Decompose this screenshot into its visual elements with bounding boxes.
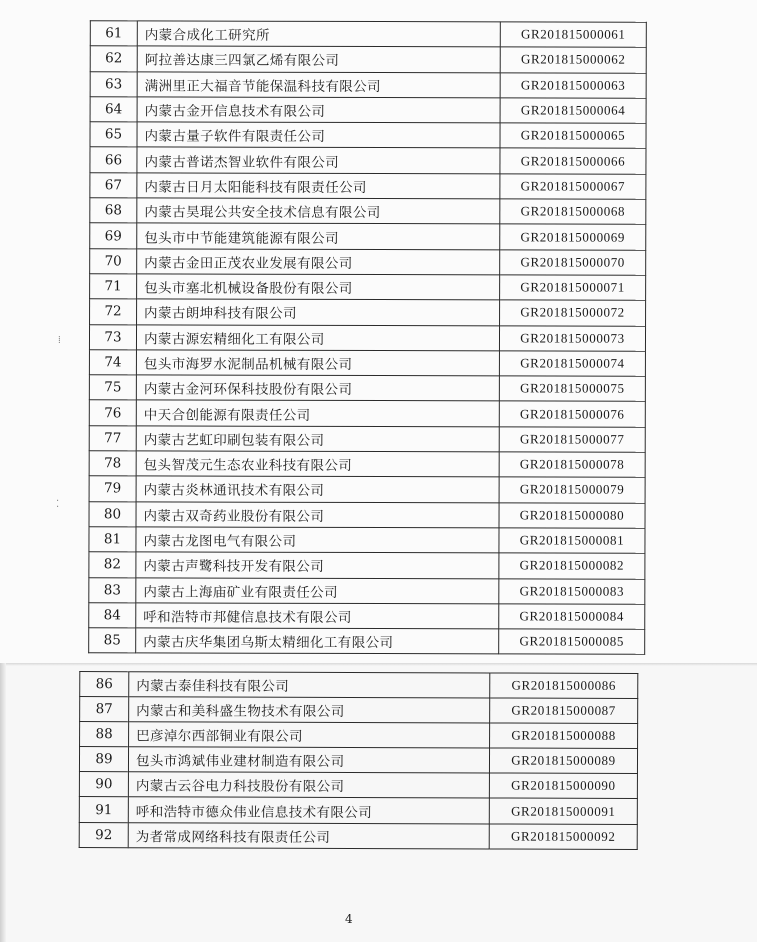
company-name: 内蒙古昊琨公共安全技术信息有限公司 xyxy=(137,198,500,224)
table-row xyxy=(89,324,645,351)
certificate-number: GR201815000076 xyxy=(499,401,645,427)
page-number: 4 xyxy=(345,912,353,926)
row-number: 71 xyxy=(90,274,137,299)
certificate-number: GR201815000065 xyxy=(500,123,646,149)
certificate-number: GR201815000079 xyxy=(499,477,645,503)
row-number: 69 xyxy=(90,223,137,248)
table-row xyxy=(90,122,646,149)
page-binding-edge xyxy=(0,663,6,942)
certificate-number: GR201815000068 xyxy=(500,199,646,225)
company-name: 中天合创能源有限责任公司 xyxy=(136,400,499,426)
certificate-number: GR201815000075 xyxy=(499,376,645,402)
scan-speck: ⁚ xyxy=(56,499,60,510)
row-number: 72 xyxy=(90,299,137,324)
company-name: 呼和浩特市德众伟业信息技术有限公司 xyxy=(128,797,489,823)
company-name: 内蒙古炎林通讯技术有限公司 xyxy=(136,476,499,502)
certificate-number: GR201815000082 xyxy=(499,553,645,579)
certificate-number: GR201815000070 xyxy=(500,250,646,276)
company-name: 内蒙古双奇药业股份有限公司 xyxy=(136,502,499,528)
table-row xyxy=(90,46,646,73)
table-row xyxy=(89,400,645,427)
company-name: 满洲里正大福音节能保温科技有限公司 xyxy=(137,71,500,97)
table-row xyxy=(89,577,645,604)
company-name: 阿拉善达康三四氯乙烯有限公司 xyxy=(137,46,500,72)
row-number: 88 xyxy=(80,722,129,747)
row-number: 68 xyxy=(90,198,137,223)
certificate-number: GR201815000071 xyxy=(500,275,646,301)
certificate-number: GR201815000084 xyxy=(499,604,645,630)
row-number: 81 xyxy=(89,527,136,552)
company-name: 内蒙合成化工研究所 xyxy=(137,21,500,47)
table-row xyxy=(89,501,645,528)
table-row xyxy=(90,173,646,200)
table-row xyxy=(79,747,637,774)
company-name: 包头智茂元生态农业科技有限公司 xyxy=(136,451,499,477)
certificate-number: GR201815000061 xyxy=(500,22,646,48)
row-number: 70 xyxy=(90,248,137,273)
table-row xyxy=(90,223,646,250)
row-number: 74 xyxy=(89,350,136,375)
certificate-number: GR201815000087 xyxy=(490,698,638,724)
row-number: 75 xyxy=(89,375,136,400)
row-number: 91 xyxy=(79,797,128,822)
row-number: 84 xyxy=(89,603,136,628)
row-number: 82 xyxy=(89,552,136,577)
company-name: 内蒙古量子软件有限责任公司 xyxy=(137,122,500,148)
company-name: 内蒙古金田正茂农业发展有限公司 xyxy=(137,249,500,275)
table-row xyxy=(90,97,646,124)
table-row xyxy=(80,697,638,724)
table-row xyxy=(80,672,638,699)
table-row xyxy=(79,797,637,824)
row-number: 61 xyxy=(90,21,137,46)
table-row xyxy=(89,375,645,402)
certificate-number: GR201815000073 xyxy=(499,325,645,351)
company-name: 内蒙古源宏精细化工有限公司 xyxy=(136,324,499,350)
table-row xyxy=(90,147,646,174)
table-row xyxy=(89,476,645,503)
company-name: 内蒙古朗坤科技有限公司 xyxy=(137,299,500,325)
company-name: 包头市中节能建筑能源有限公司 xyxy=(137,223,500,249)
certificate-number: GR201815000090 xyxy=(489,773,637,799)
row-number: 77 xyxy=(89,426,136,451)
table-row xyxy=(89,451,645,478)
company-table-lower xyxy=(79,671,639,850)
table-row xyxy=(90,198,646,225)
certificate-number: GR201815000064 xyxy=(500,98,646,124)
certificate-number: GR201815000067 xyxy=(500,174,646,200)
certificate-number: GR201815000063 xyxy=(500,72,646,98)
certificate-number: GR201815000091 xyxy=(489,798,637,824)
row-number: 83 xyxy=(89,577,136,602)
company-name: 内蒙古云谷电力科技股份有限公司 xyxy=(128,772,489,798)
row-number: 73 xyxy=(89,324,136,349)
company-name: 呼和浩特市邦健信息技术有限公司 xyxy=(136,603,499,629)
company-name: 内蒙古龙图电气有限公司 xyxy=(136,527,499,553)
company-name: 内蒙古声鹭科技开发有限公司 xyxy=(136,552,499,578)
table-row xyxy=(90,248,646,275)
table-row xyxy=(90,299,646,326)
table-row xyxy=(89,527,645,554)
row-number: 76 xyxy=(89,400,136,425)
certificate-number: GR201815000069 xyxy=(500,224,646,250)
table-row xyxy=(90,274,646,301)
certificate-number: GR201815000062 xyxy=(500,47,646,73)
company-name: 内蒙古和美科盛生物技术有限公司 xyxy=(129,697,490,723)
table-row xyxy=(79,822,637,849)
company-name: 内蒙古艺虹印刷包装有限公司 xyxy=(136,426,499,452)
row-number: 62 xyxy=(90,46,137,71)
row-number: 90 xyxy=(79,772,128,797)
table-row xyxy=(80,722,638,749)
table-row xyxy=(90,71,646,98)
certificate-number: GR201815000074 xyxy=(499,351,645,377)
company-name: 内蒙古上海庙矿业有限责任公司 xyxy=(136,577,499,603)
row-number: 86 xyxy=(80,672,129,697)
company-name: 内蒙古普诺杰智业软件有限公司 xyxy=(137,147,500,173)
certificate-number: GR201815000072 xyxy=(500,300,646,326)
company-name: 内蒙古泰佳科技有限公司 xyxy=(129,672,490,698)
row-number: 64 xyxy=(90,97,137,122)
row-number: 63 xyxy=(90,71,137,96)
scan-speck: ⁞ xyxy=(58,335,61,346)
certificate-number: GR201815000077 xyxy=(499,427,645,453)
company-table-upper xyxy=(88,20,647,655)
company-name: 包头市鸿斌伟业建材制造有限公司 xyxy=(128,747,489,773)
certificate-number: GR201815000066 xyxy=(500,148,646,174)
company-name: 包头市塞北机械设备股份有限公司 xyxy=(137,274,500,300)
row-number: 89 xyxy=(79,747,128,772)
row-number: 85 xyxy=(89,628,136,653)
page-fold-shadow xyxy=(0,663,757,666)
certificate-number: GR201815000083 xyxy=(499,578,645,604)
table-row xyxy=(89,552,645,579)
table-row xyxy=(89,350,645,377)
table-row xyxy=(89,628,645,655)
row-number: 78 xyxy=(89,451,136,476)
row-number: 92 xyxy=(79,822,128,847)
company-name: 巴彦淖尔西部铜业有限公司 xyxy=(129,722,490,748)
company-name: 为者常成网络科技有限责任公司 xyxy=(128,822,489,848)
company-name: 内蒙古金开信息技术有限公司 xyxy=(137,97,500,123)
row-number: 87 xyxy=(80,697,129,722)
certificate-number: GR201815000081 xyxy=(499,528,645,554)
certificate-number: GR201815000086 xyxy=(490,673,638,699)
certificate-number: GR201815000088 xyxy=(490,723,638,749)
row-number: 67 xyxy=(90,173,137,198)
table-row xyxy=(79,772,637,799)
table-row xyxy=(89,426,645,453)
row-number: 79 xyxy=(89,476,136,501)
certificate-number: GR201815000085 xyxy=(499,629,645,655)
certificate-number: GR201815000092 xyxy=(489,824,637,850)
company-name: 内蒙古金河环保科技股份有限公司 xyxy=(136,375,499,401)
table-row xyxy=(89,603,645,630)
table-row xyxy=(90,21,646,48)
certificate-number: GR201815000080 xyxy=(499,502,645,528)
company-name: 包头市海罗水泥制品机械有限公司 xyxy=(136,350,499,376)
row-number: 80 xyxy=(89,501,136,526)
company-name: 内蒙古庆华集团乌斯太精细化工有限公司 xyxy=(136,628,499,654)
certificate-number: GR201815000089 xyxy=(489,748,637,774)
row-number: 66 xyxy=(90,147,137,172)
certificate-number: GR201815000078 xyxy=(499,452,645,478)
row-number: 65 xyxy=(90,122,137,147)
company-name: 内蒙古日月太阳能科技有限责任公司 xyxy=(137,173,500,199)
